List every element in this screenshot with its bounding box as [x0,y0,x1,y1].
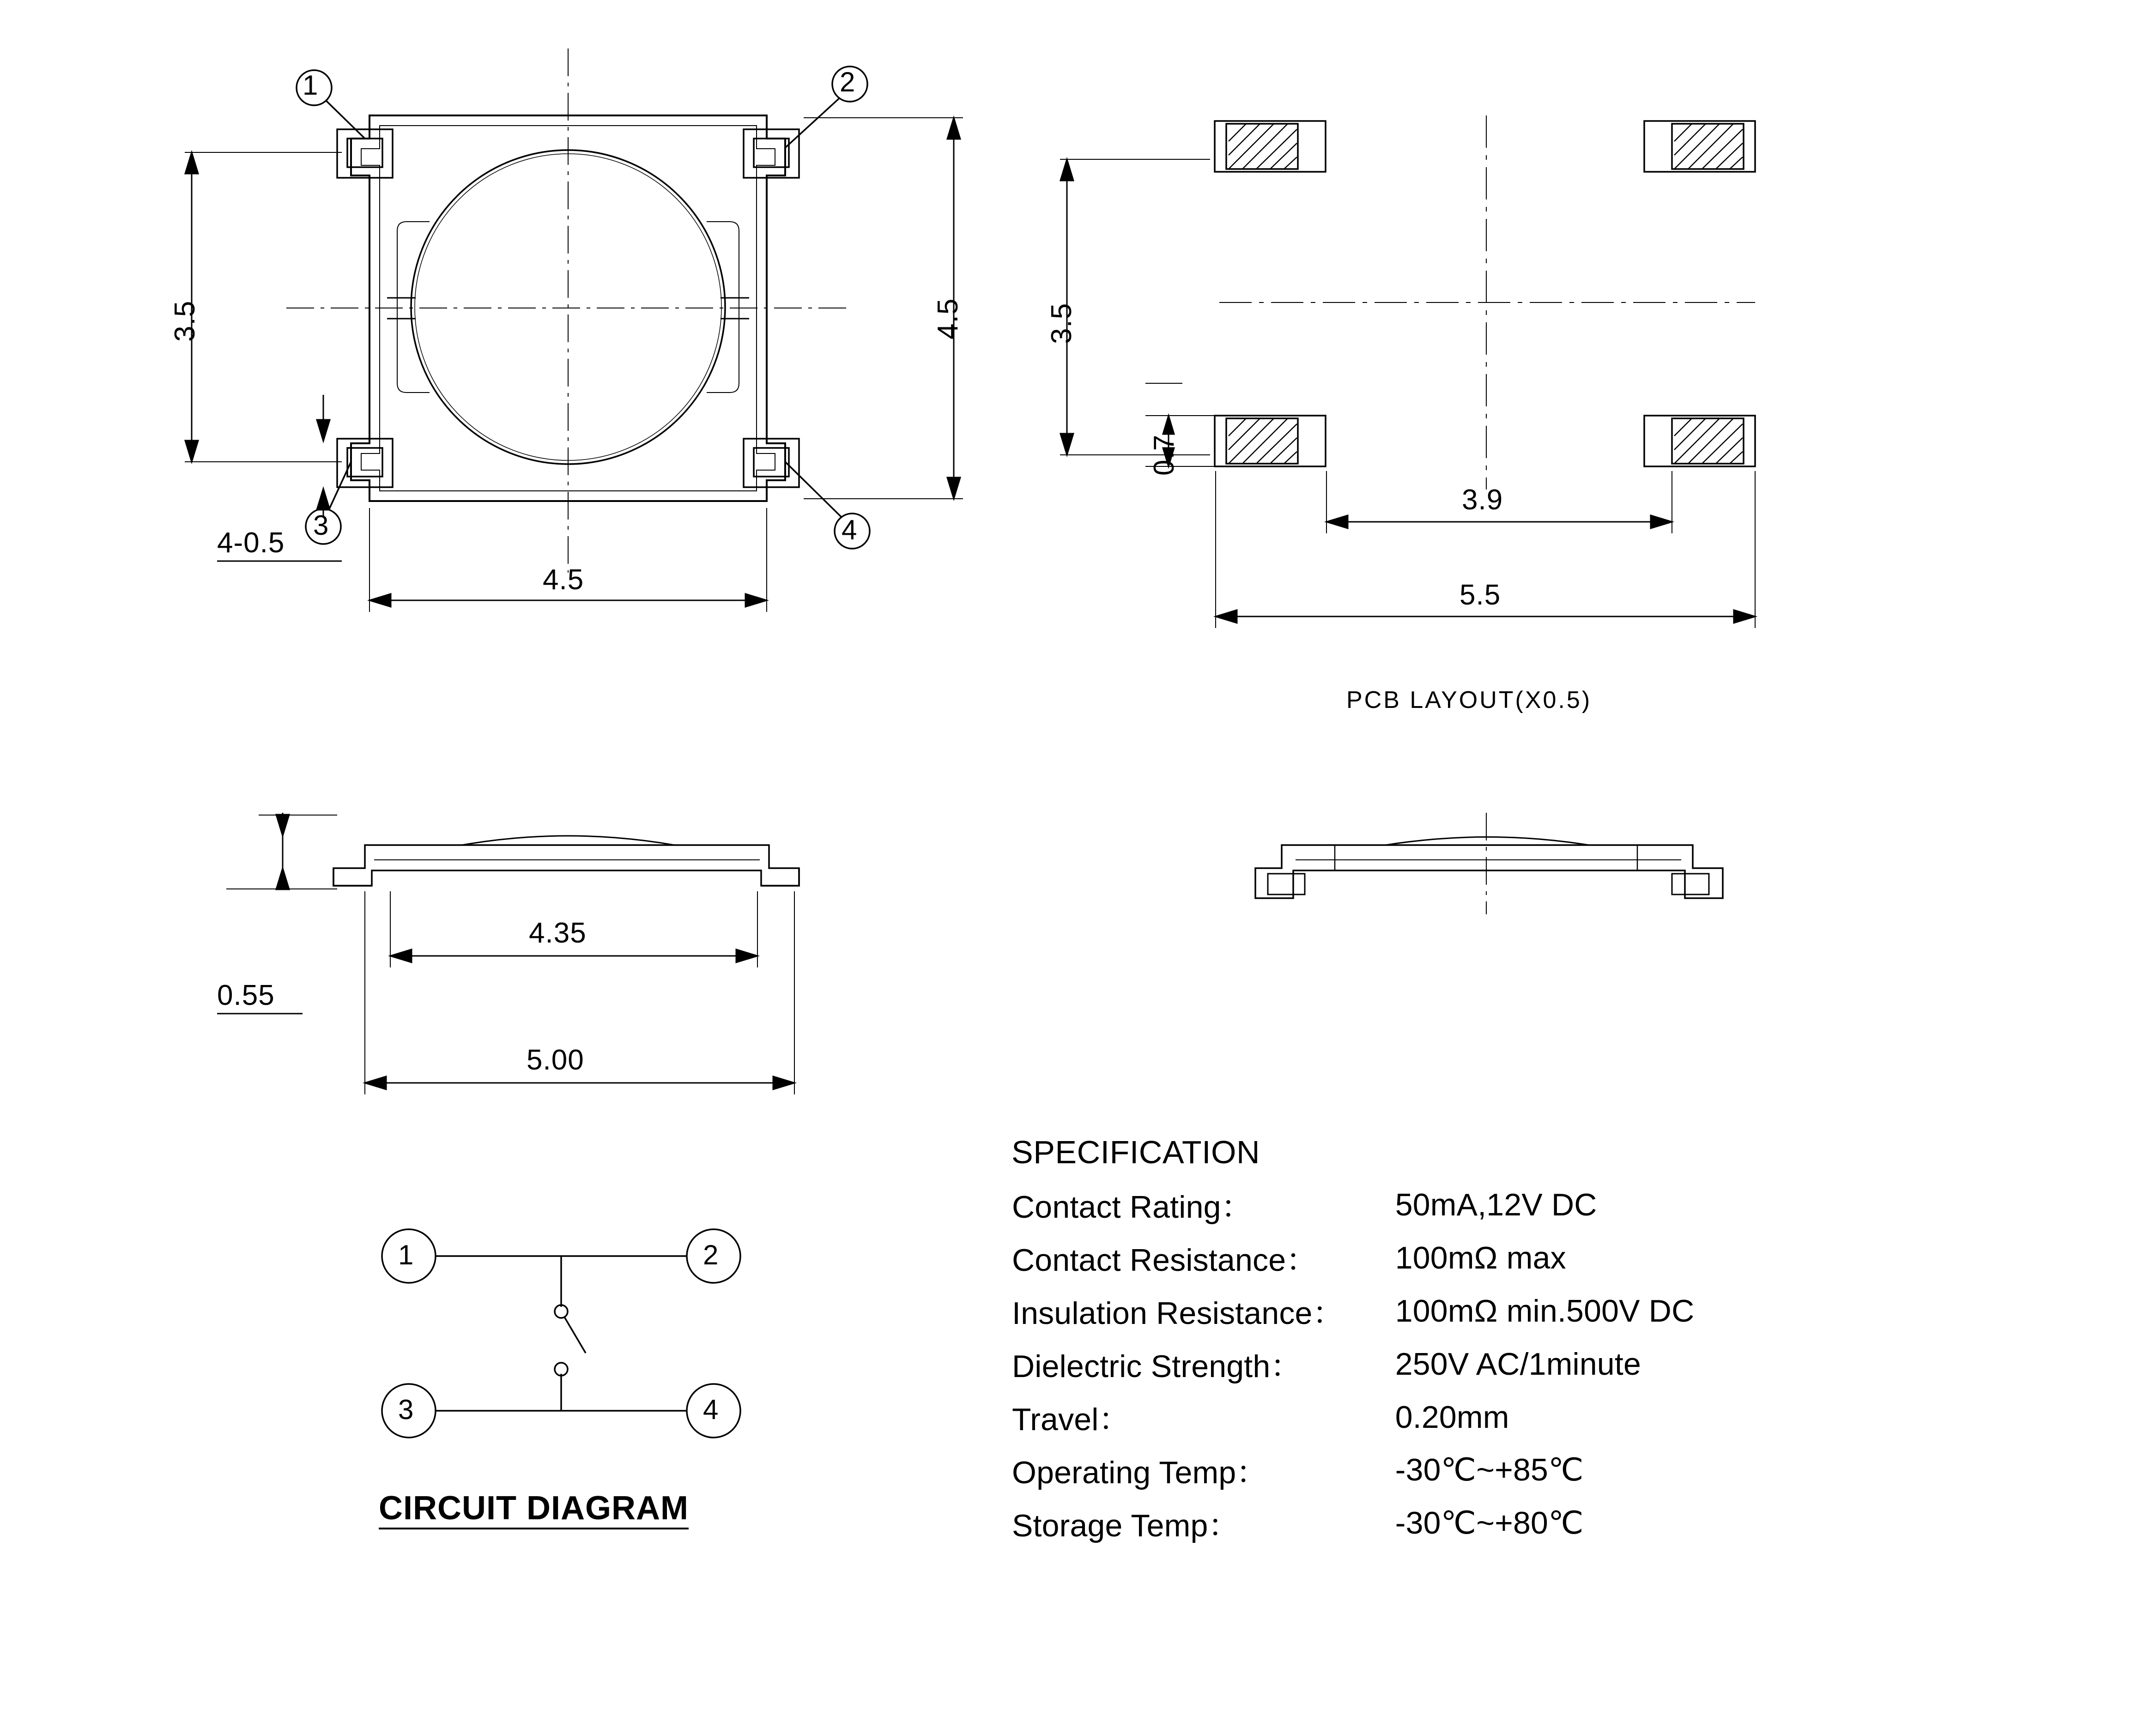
specification-table [1011,1178,1695,1550]
top-view-pin-2: 2 [840,66,855,97]
top-view-lead-note: 4-0.5 [217,527,285,559]
top-view-dim-left: 3.5 [169,300,201,342]
pcb-layout-geometry [1060,115,1755,628]
specification-row [1011,1337,1695,1390]
specification-value: 100mΩ max [1395,1240,1566,1275]
circuit-pin-1: 1 [398,1239,414,1270]
side-view-geometry [217,813,799,1094]
pcb-dim-vertical: 3.5 [1046,302,1078,344]
pcb-dim-inner: 3.9 [1462,484,1503,516]
pcb-dim-outer: 5.5 [1460,579,1501,611]
specification-row [1011,1231,1695,1284]
specification-key: Contact Rating： [1012,1190,1253,1225]
specification-row [1011,1178,1695,1231]
circuit-pin-4: 4 [703,1394,719,1425]
circuit-diagram-geometry [382,1229,740,1438]
circuit-diagram-title: CIRCUIT DIAGRAM [379,1492,689,1529]
specification-value: 100mΩ min.500V DC [1395,1293,1695,1329]
pcb-dim-pad-height: 0.7 [1148,434,1180,476]
top-view-pin-3: 3 [313,510,329,541]
specification-row [1011,1444,1695,1497]
specification-key: Operating Temp： [1012,1455,1268,1490]
specification-value: 0.20mm [1395,1399,1509,1435]
specification-key: Contact Resistance： [1012,1243,1318,1278]
specification-value: 250V AC/1minute [1395,1346,1641,1382]
specification-title: SPECIFICATION [1011,1134,1260,1170]
specification-key: Travel： [1012,1402,1130,1437]
side-view-pcb-geometry [1255,813,1723,914]
specification-row [1011,1284,1695,1337]
circuit-pin-2: 2 [703,1239,719,1270]
pcb-layout-caption: PCB LAYOUT(X0.5) [1346,687,1592,713]
specification-row [1011,1497,1695,1550]
top-view-pin-1: 1 [303,70,318,101]
side-view-dim-height: 0.55 [217,979,275,1011]
specification-key: Dielectric Strength： [1012,1349,1302,1384]
side-view-dim-inner: 4.35 [529,917,587,949]
top-view-dim-right: 4.5 [932,298,964,339]
specification-value: -30℃~+80℃ [1395,1505,1584,1541]
specification-value: 50mA,12V DC [1395,1187,1597,1222]
top-view-pin-4: 4 [842,514,857,545]
specification-block [1011,1134,2028,1550]
specification-key: Insulation Resistance： [1012,1296,1344,1331]
side-view-dim-outer: 5.00 [527,1044,584,1076]
specification-row [1011,1390,1695,1444]
circuit-pin-3: 3 [398,1394,414,1425]
specification-value: -30℃~+85℃ [1395,1452,1584,1487]
specification-key: Storage Temp： [1012,1508,1240,1543]
top-view-dim-bottom: 4.5 [543,564,584,596]
